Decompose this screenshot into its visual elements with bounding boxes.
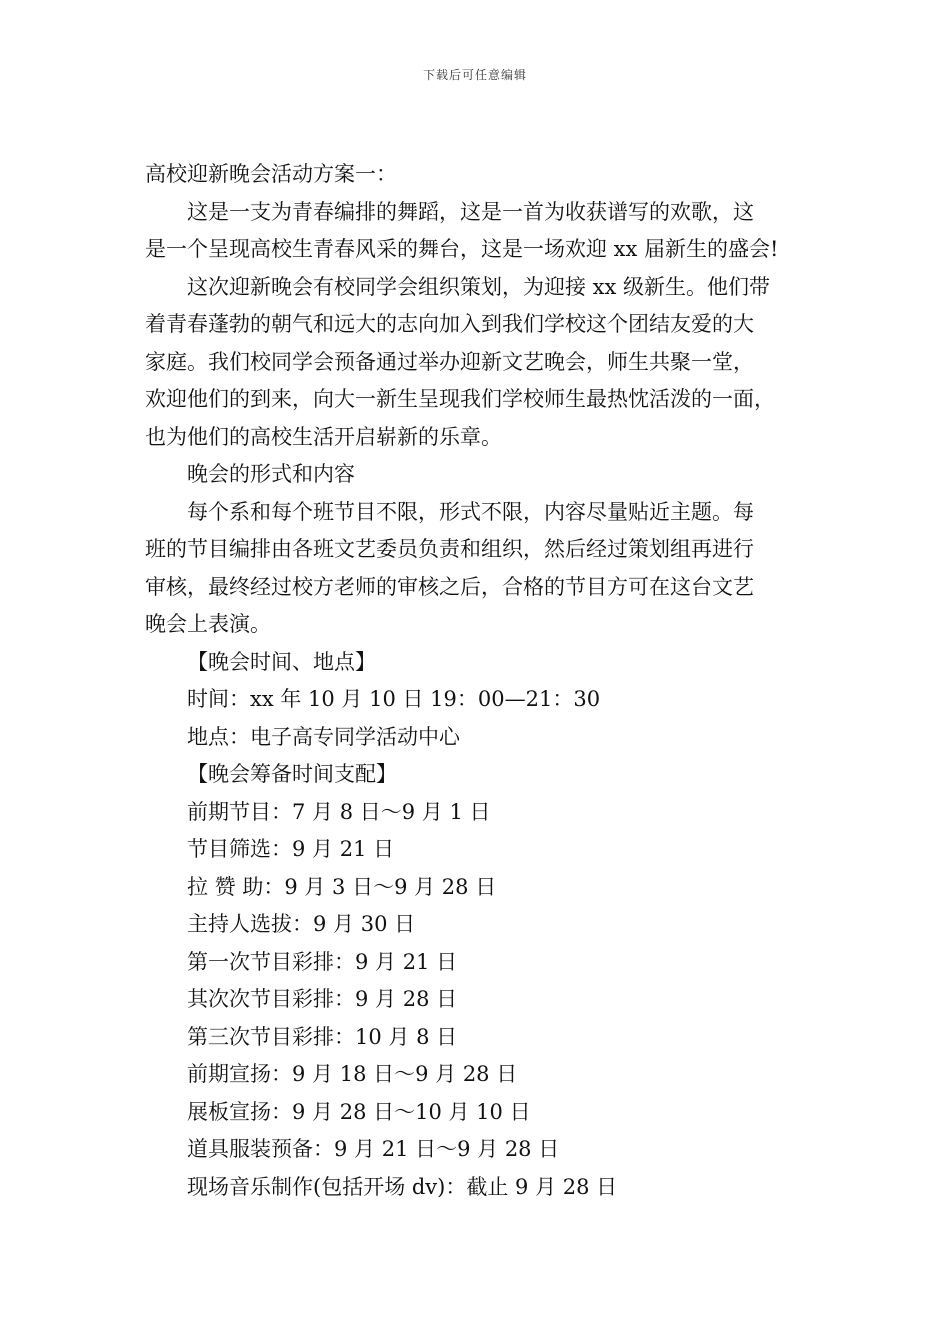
paragraph-intro-line-2: 是一个呈现高校生青春风采的舞台，这是一场欢迎 xx 届新生的盛会!: [145, 237, 779, 261]
paragraph-form-line-2: 班的节目编排由各班文艺委员负责和组织，然后经过策划组再进行: [145, 537, 754, 561]
paragraph-organizer-line-4: 欢迎他们的到来，向大一新生呈现我们学校师生最热忱活泼的一面，: [145, 387, 775, 411]
schedule-item: 第三次节目彩排：10 月 8 日: [187, 1024, 458, 1049]
paragraph-form-line-4: 晚会上表演。: [145, 612, 271, 636]
document-body: [145, 156, 820, 1206]
paragraph-organizer-line-5: 也为他们的高校生活开启崭新的乐章。: [145, 424, 502, 449]
header-note: 下载后可任意编辑: [422, 68, 527, 82]
section-heading-schedule: 【晚会筹备时间支配】: [187, 762, 397, 786]
schedule-item: 第一次节目彩排：9 月 21 日: [187, 949, 458, 974]
schedule-item: 前期节目：7 月 8 日～9 月 1 日: [187, 799, 491, 824]
paragraph-organizer-line-3: 家庭。我们校同学会预备通过举办迎新文艺晚会，师生共聚一堂，: [145, 349, 754, 374]
schedule-item: 拉 赞 助：9 月 3 日～9 月 28 日: [187, 874, 497, 899]
document-title: 高校迎新晚会活动方案一：: [145, 162, 397, 186]
schedule-item: 展板宣扬：9 月 28 日～10 月 10 日: [187, 1099, 531, 1124]
event-time: 时间：xx 年 10 月 10 日 19：00—21：30: [187, 687, 601, 711]
schedule-item: 道具服装预备：9 月 21 日～9 月 28 日: [187, 1137, 560, 1161]
section-heading-form: 晚会的形式和内容: [187, 462, 355, 486]
section-heading-time-place: 【晚会时间、地点】: [187, 649, 376, 674]
schedule-item: 其次次节目彩排：9 月 28 日: [187, 987, 458, 1011]
schedule-item: 主持人选拔：9 月 30 日: [187, 912, 416, 936]
paragraph-form-line-1: 每个系和每个班节目不限，形式不限，内容尽量贴近主题。每: [187, 499, 754, 524]
schedule-item: 前期宣扬：9 月 18 日～9 月 28 日: [187, 1062, 518, 1086]
paragraph-intro-line-1: 这是一支为青春编排的舞蹈，这是一首为收获谱写的欢歌，这: [187, 199, 754, 224]
paragraph-organizer-line-1: 这次迎新晚会有校同学会组织策划，为迎接 xx 级新生。他们带: [187, 274, 771, 299]
schedule-item: 节目筛选：9 月 21 日: [187, 837, 395, 861]
event-place: 地点：电子高专同学活动中心: [187, 724, 460, 749]
paragraph-organizer-line-2: 着青春蓬勃的朝气和远大的志向加入到我们学校这个团结友爱的大: [145, 312, 754, 336]
schedule-item: 现场音乐制作(包括开场 dv)：截止 9 月 28 日: [187, 1174, 618, 1199]
paragraph-form-line-3: 审核，最终经过校方老师的审核之后，合格的节目方可在这台文艺: [145, 574, 754, 599]
